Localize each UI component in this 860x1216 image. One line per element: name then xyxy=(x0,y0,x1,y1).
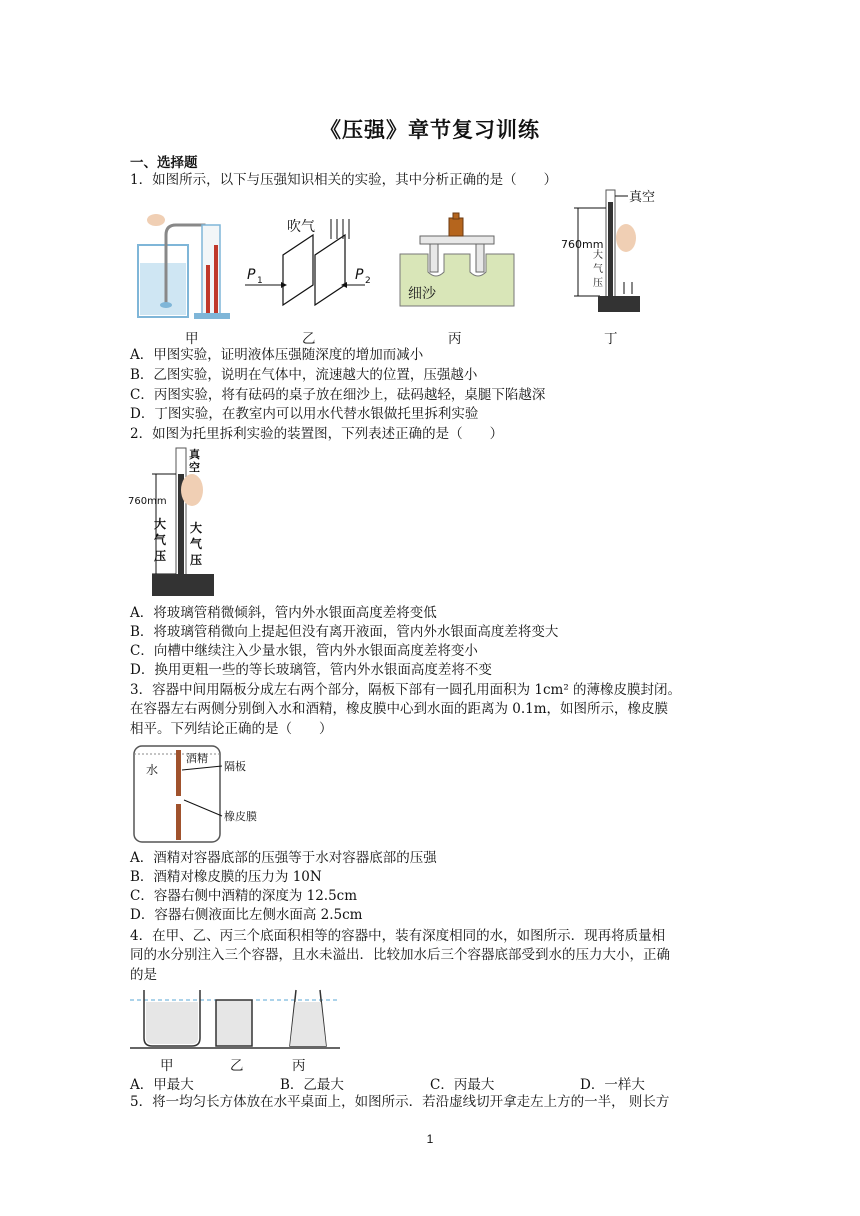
p2-label: P xyxy=(355,267,364,283)
vacuum-space xyxy=(178,450,184,474)
mercury-trough xyxy=(598,296,640,312)
page-number: 1 xyxy=(426,1132,434,1146)
page-title: 《压强》章节复习训练 xyxy=(320,117,540,142)
water-label: 水 xyxy=(146,763,159,777)
partition-label: 隔板 xyxy=(224,760,246,773)
mercury-trough xyxy=(152,574,214,596)
q1-caption-yi: 乙 xyxy=(302,331,316,347)
probe-head xyxy=(160,302,172,308)
q1-caption-bing: 丙 xyxy=(448,331,462,347)
container-yi xyxy=(216,1000,252,1046)
mercury-column xyxy=(608,202,613,302)
paper-left xyxy=(283,235,313,305)
q3-option-d: D．容器右侧液面比左侧水面高 2.5cm xyxy=(130,907,363,923)
svg-text:大: 大 xyxy=(154,517,167,531)
q3-option-b: B．酒精对橡皮膜的压力为 10N xyxy=(130,869,322,885)
svg-text:空: 空 xyxy=(189,461,200,474)
water-jia xyxy=(146,1002,198,1044)
svg-text:气: 气 xyxy=(593,264,603,275)
svg-text:大: 大 xyxy=(593,250,603,261)
q4-stem-line-2: 同的水分别注入三个容器，且水未溢出．比较加水后三个容器底部受到水的压力大小，正确 xyxy=(130,947,670,963)
u-tube-liquid-left xyxy=(206,265,210,313)
p1-label: P xyxy=(247,267,256,283)
paper-right xyxy=(315,235,345,305)
svg-text:压: 压 xyxy=(593,278,603,289)
q3-figure-container xyxy=(132,740,272,846)
q4-option-b: B．乙最大 xyxy=(280,1077,344,1093)
q1-figure-ding xyxy=(560,186,665,314)
q2-option-b: B．将玻璃管稍微向上提起但没有离开液面，管内外水银面高度差将变大 xyxy=(130,624,559,640)
u-tube-base xyxy=(194,313,230,319)
vacuum-label: 真空 xyxy=(629,190,656,205)
u-tube-liquid-right xyxy=(214,245,218,313)
q4-stem-line-1: 4．在甲、乙、丙三个底面积相等的容器中，装有深度相同的水，如图所示．现再将质量相 xyxy=(130,928,666,944)
q1-option-a: A．甲图实验，证明液体压强随深度的增加而减小 xyxy=(130,347,424,363)
water-bing xyxy=(290,1002,326,1046)
q3-stem-line-3: 相平。下列结论正确的是（ ） xyxy=(130,721,333,737)
partition-lower xyxy=(176,804,181,840)
q1-stem: 1．如图所示，以下与压强知识相关的实验，其中分析正确的是（ ） xyxy=(130,172,558,188)
q1-caption-jia: 甲 xyxy=(185,331,199,347)
table-top xyxy=(420,236,494,244)
q1-figure-jia xyxy=(126,205,234,321)
sand-label: 细沙 xyxy=(408,286,436,302)
svg-text:真: 真 xyxy=(189,448,200,461)
q1-figure-bing xyxy=(398,210,516,310)
svg-text:大: 大 xyxy=(190,521,203,535)
q4-option-c: C．丙最大 xyxy=(430,1077,495,1093)
q1-figure-yi xyxy=(243,215,371,315)
table-leg-left xyxy=(430,244,438,272)
table-leg-right xyxy=(476,244,484,272)
svg-text:气: 气 xyxy=(154,533,167,547)
partition-upper xyxy=(176,750,181,796)
blow-label: 吹气 xyxy=(287,219,315,235)
q1-option-d: D．丁图实验，在教室内可以用水代替水银做托里拆利实验 xyxy=(130,406,479,422)
height-label: 760mm xyxy=(128,496,167,507)
q1-option-b: B．乙图实验，说明在气体中，流速越大的位置，压强越小 xyxy=(130,367,478,383)
q1-caption-ding: 丁 xyxy=(604,331,618,347)
q4-caption-bing: 丙 xyxy=(292,1058,306,1074)
q3-option-c: C．容器右侧中酒精的深度为 12.5cm xyxy=(130,888,358,904)
svg-text:1: 1 xyxy=(257,276,263,286)
q4-caption-yi: 乙 xyxy=(230,1058,244,1074)
svg-text:压: 压 xyxy=(154,549,167,563)
svg-text:压: 压 xyxy=(190,553,203,567)
q5-stem: 5．将一均匀长方体放在水平桌面上，如图所示．若沿虚线切开拿走左上方的一半， 则长方 xyxy=(130,1094,670,1110)
q1-option-c: C．丙图实验，将有砝码的桌子放在细沙上，砝码越轻，桌腿下陷越深 xyxy=(130,387,546,403)
q3-stem-line-2: 在容器左右两侧分别倒入水和酒精，橡皮膜中心到水面的距离为 0.1m，如图所示，橡皮膜 xyxy=(130,701,669,717)
q2-option-a: A．将玻璃管稍微倾斜，管内外水银面高度差将变低 xyxy=(130,605,437,621)
q3-option-a: A．酒精对容器底部的压强等于水对容器底部的压强 xyxy=(130,850,437,866)
q4-option-a: A．甲最大 xyxy=(130,1077,194,1093)
alcohol-label: 酒精 xyxy=(186,752,208,765)
weight xyxy=(449,218,463,236)
svg-text:2: 2 xyxy=(365,276,371,286)
q4-option-d: D．一样大 xyxy=(580,1077,645,1093)
q4-caption-jia: 甲 xyxy=(160,1058,174,1074)
height-label: 760mm xyxy=(561,238,604,251)
q4-stem-line-3: 的是 xyxy=(130,967,157,983)
q2-stem: 2．如图为托里拆利实验的装置图，下列表述正确的是（ ） xyxy=(130,426,504,442)
hand-icon xyxy=(147,214,165,226)
q4-figure-containers xyxy=(130,986,340,1052)
q2-figure-torricelli xyxy=(128,446,220,600)
q2-option-c: C．向槽中继续注入少量水银，管内外水银面高度差将变小 xyxy=(130,643,478,659)
svg-text:气: 气 xyxy=(190,537,203,551)
section-heading: 一、选择题 xyxy=(130,155,198,171)
hand-icon xyxy=(616,224,636,252)
hand-icon xyxy=(181,474,203,506)
q3-stem-line-1: 3．容器中间用隔板分成左右两个部分，隔板下部有一圆孔用面积为 1cm² 的薄橡皮膜封闭。 xyxy=(130,682,682,698)
q2-option-d: D．换用更粗一些的等长玻璃管，管内外水银面高度差将不变 xyxy=(130,662,492,678)
membrane-label: 橡皮膜 xyxy=(224,810,257,823)
